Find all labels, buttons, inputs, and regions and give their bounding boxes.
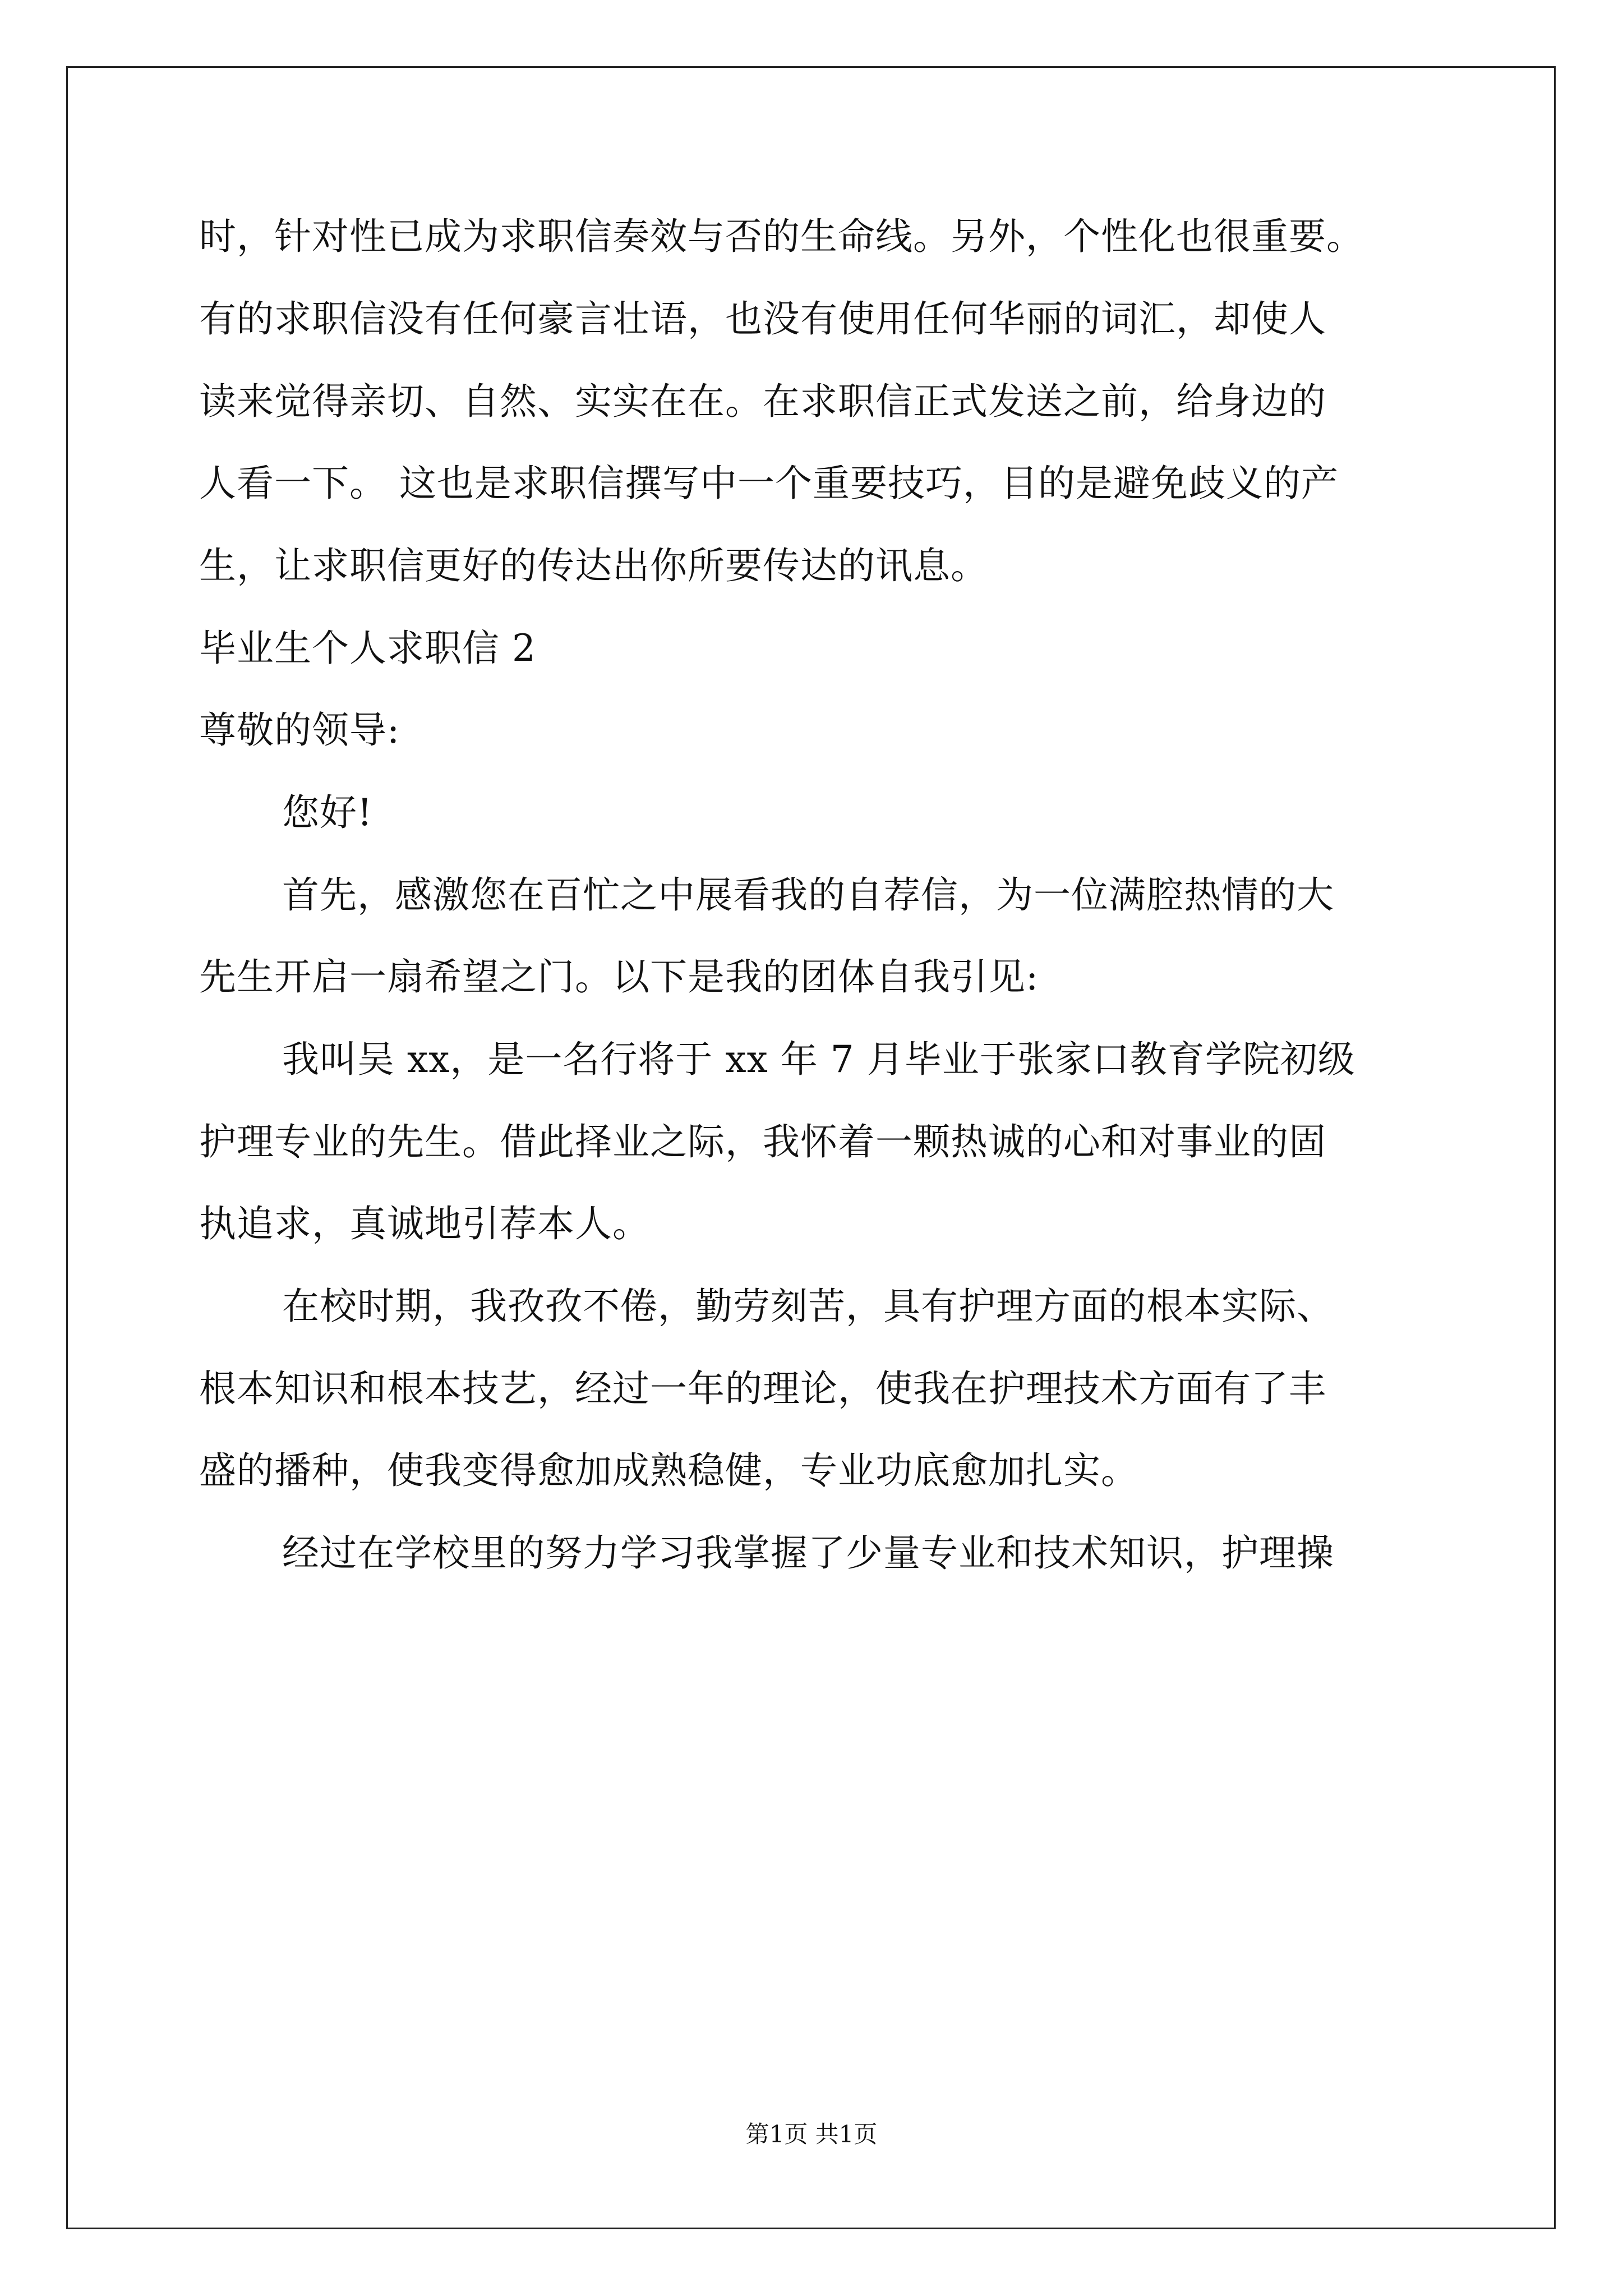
text-line: 经过在学校里的努力学习我掌握了少量专业和技术知识，护理操: [282, 1531, 1334, 1575]
text-line: 执追求，真诚地引荐本人。: [199, 1202, 650, 1245]
page-number-footer: 第1页 共1页: [745, 2120, 878, 2148]
text-line: 护理专业的先生。借此择业之际，我怀着一颗热诚的心和对事业的固: [199, 1120, 1326, 1163]
text-line: 首先，感激您在百忙之中展看我的自荐信，为一位满腔热情的大: [282, 873, 1334, 917]
text-line: 人看一下。 这也是求职信撰写中一个重要技巧，目的是避免歧义的产: [199, 462, 1339, 505]
text-line: 在校时期，我孜孜不倦，勤劳刻苦，具有护理方面的根本实际、: [282, 1285, 1334, 1328]
section-heading: 毕业生个人求职信 2: [199, 627, 536, 670]
greeting: 您好!: [282, 791, 373, 834]
text-line: 生，让求职信更好的传达出你所要传达的讯息。: [199, 544, 988, 587]
text-line: 先生开启一扇希望之门。以下是我的团体自我引见:: [199, 955, 1039, 999]
text-line: 盛的播种，使我变得愈加成熟稳健，专业功底愈加扎实。: [199, 1449, 1138, 1492]
text-line: 有的求职信没有任何豪言壮语，也没有使用任何华丽的词汇，却使人: [199, 297, 1326, 341]
text-line: 我叫吴 xx，是一名行将于 xx 年 7 月毕业于张家口教育学院初级: [282, 1038, 1355, 1081]
salutation: 尊敬的领导:: [199, 708, 400, 752]
text-line: 根本知识和根本技艺，经过一年的理论，使我在护理技术方面有了丰: [199, 1367, 1326, 1410]
text-line: 读来觉得亲切、自然、实实在在。在求职信正式发送之前，给身边的: [199, 380, 1326, 423]
text-line: 时，针对性已成为求职信奏效与否的生命线。另外，个性化也很重要。: [199, 215, 1364, 258]
